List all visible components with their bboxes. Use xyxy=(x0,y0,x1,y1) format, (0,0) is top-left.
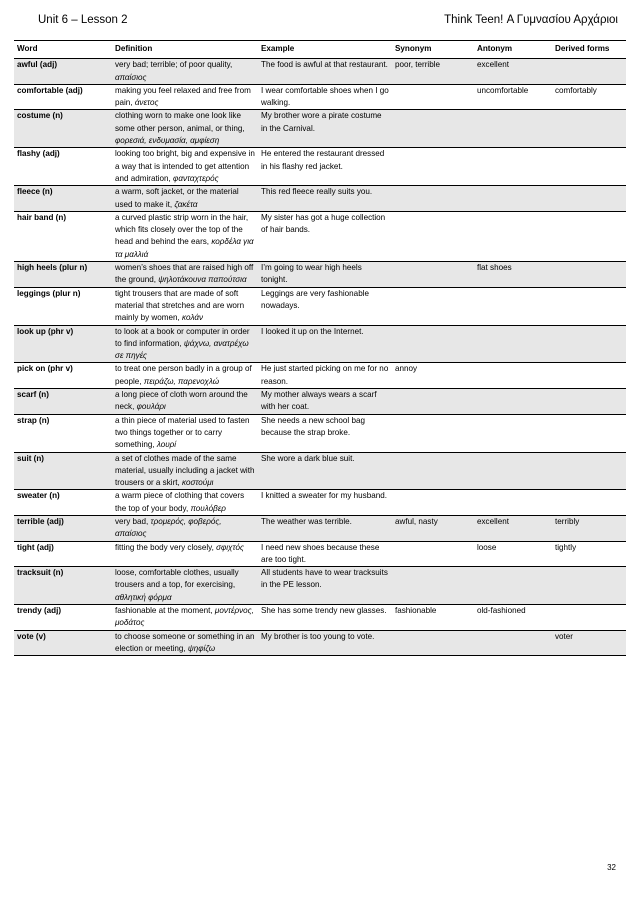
word-cell: look up (phr v) xyxy=(14,325,112,363)
derived-forms-cell xyxy=(552,110,626,148)
synonym-cell xyxy=(392,211,474,261)
synonym-cell xyxy=(392,630,474,656)
derived-forms-cell xyxy=(552,211,626,261)
word-cell: comfortable (adj) xyxy=(14,84,112,110)
antonym-cell: excellent xyxy=(474,59,552,85)
antonym-cell xyxy=(474,148,552,186)
table-row xyxy=(14,452,626,490)
word-cell: costume (n) xyxy=(14,110,112,148)
example-cell: She needs a new school bag because the strap broke. xyxy=(258,414,392,452)
antonym-cell xyxy=(474,186,552,212)
derived-forms-cell: comfortably xyxy=(552,84,626,110)
table-row xyxy=(14,567,626,605)
greek-translation: φανταχτερός xyxy=(173,173,219,183)
table-row xyxy=(14,541,626,567)
example-cell: My brother wore a pirate costume in the Carnival. xyxy=(258,110,392,148)
synonym-cell: fashionable xyxy=(392,605,474,631)
greek-translation: ψηφίζω xyxy=(187,643,216,653)
word-cell: strap (n) xyxy=(14,414,112,452)
table-header-row xyxy=(14,41,626,59)
synonym-cell xyxy=(392,84,474,110)
synonym-cell xyxy=(392,287,474,325)
table-row xyxy=(14,148,626,186)
example-cell: This red fleece really suits you. xyxy=(258,186,392,212)
word-cell: vote (v) xyxy=(14,630,112,656)
book-title: Think Teen! Α Γυμνασίου Αρχάριοι xyxy=(444,14,618,26)
derived-forms-cell xyxy=(552,186,626,212)
antonym-cell xyxy=(474,287,552,325)
definition-text: a curved plastic strip worn in the hair, which fits closely over the top of the head and behind the ears, xyxy=(115,212,249,247)
example-cell: He just started picking on me for no reason. xyxy=(258,363,392,389)
example-cell: I need new shoes because these are too tight. xyxy=(258,541,392,567)
greek-translation: φουλάρι xyxy=(136,402,166,412)
definition-text: fitting the body very closely, xyxy=(115,542,217,552)
derived-forms-cell: terribly xyxy=(552,515,626,541)
example-cell: He entered the restaurant dressed in his flashy red jacket. xyxy=(258,148,392,186)
antonym-cell: excellent xyxy=(474,515,552,541)
example-cell: I’m going to wear high heels tonight. xyxy=(258,262,392,288)
greek-translation: πουλόβερ xyxy=(190,503,226,513)
definition-text: women’s shoes that are raised high off the ground, xyxy=(115,263,254,285)
definition-text: very bad; terrible; of poor quality, xyxy=(115,60,233,70)
definition-text: a warm piece of clothing that covers the top of your body, xyxy=(115,491,245,513)
synonym-cell xyxy=(392,325,474,363)
definition-cell xyxy=(112,287,258,325)
synonym-cell: annoy xyxy=(392,363,474,389)
antonym-cell: old-fashioned xyxy=(474,605,552,631)
table-row xyxy=(14,389,626,415)
synonym-cell xyxy=(392,567,474,605)
derived-forms-cell xyxy=(552,452,626,490)
greek-translation: λουρί xyxy=(156,440,177,450)
column-header-antonym: Antonym xyxy=(474,41,552,59)
definition-text: a long piece of cloth worn around the neck, xyxy=(115,390,248,412)
synonym-cell xyxy=(392,110,474,148)
table-row xyxy=(14,325,626,363)
derived-forms-cell xyxy=(552,389,626,415)
greek-translation: αθλητική φόρμα xyxy=(115,592,172,602)
antonym-cell xyxy=(474,490,552,516)
word-cell: terrible (adj) xyxy=(14,515,112,541)
antonym-cell xyxy=(474,110,552,148)
definition-cell xyxy=(112,490,258,516)
greek-translation: φορεσιά, ενδυμασία, αμφίεση xyxy=(115,136,220,146)
antonym-cell xyxy=(474,414,552,452)
table-row xyxy=(14,84,626,110)
greek-translation: πειράζω, παρενοχλώ xyxy=(143,376,220,386)
antonym-cell xyxy=(474,363,552,389)
definition-text: a set of clothes made of the same material, usually including a jacket with trousers or a skirt, xyxy=(115,453,255,488)
word-cell: hair band (n) xyxy=(14,211,112,261)
synonym-cell: poor, terrible xyxy=(392,59,474,85)
column-header-synonym: Synonym xyxy=(392,41,474,59)
word-cell: tracksuit (n) xyxy=(14,567,112,605)
definition-cell xyxy=(112,515,258,541)
example-cell: Leggings are very fashionable nowadays. xyxy=(258,287,392,325)
synonym-cell xyxy=(392,490,474,516)
antonym-cell: flat shoes xyxy=(474,262,552,288)
table-row xyxy=(14,262,626,288)
synonym-cell xyxy=(392,186,474,212)
unit-lesson-title: Unit 6 – Lesson 2 xyxy=(38,14,128,26)
word-cell: leggings (plur n) xyxy=(14,287,112,325)
word-cell: pick on (phr v) xyxy=(14,363,112,389)
antonym-cell xyxy=(474,567,552,605)
table-row xyxy=(14,59,626,85)
definition-text: clothing worn to make one look like some other person, animal, or thing, xyxy=(115,111,245,133)
greek-translation: απαίσιος xyxy=(115,72,147,82)
derived-forms-cell: tightly xyxy=(552,541,626,567)
definition-cell xyxy=(112,414,258,452)
definition-text: very bad, xyxy=(115,516,151,526)
synonym-cell xyxy=(392,414,474,452)
greek-translation: μοντέρνος, μοδάτος xyxy=(115,606,254,628)
definition-text: a thin piece of material used to fasten two things together or to carry something, xyxy=(115,415,250,450)
greek-translation: ζακέτα xyxy=(174,199,198,209)
table-body xyxy=(14,59,626,656)
definition-cell xyxy=(112,211,258,261)
greek-translation: κοστούμι xyxy=(182,478,214,488)
definition-text: to choose someone or something in an election or meeting, xyxy=(115,631,255,653)
table-row xyxy=(14,414,626,452)
definition-cell xyxy=(112,84,258,110)
table-row xyxy=(14,363,626,389)
definition-cell xyxy=(112,262,258,288)
derived-forms-cell xyxy=(552,605,626,631)
example-cell: She has some trendy new glasses. xyxy=(258,605,392,631)
derived-forms-cell xyxy=(552,490,626,516)
synonym-cell xyxy=(392,541,474,567)
definition-cell xyxy=(112,186,258,212)
definition-text: looking too bright, big and expensive in a way that is intended to get attention and admiration, xyxy=(115,149,255,183)
word-cell: fleece (n) xyxy=(14,186,112,212)
synonym-cell xyxy=(392,262,474,288)
example-cell: She wore a dark blue suit. xyxy=(258,452,392,490)
column-header-example: Example xyxy=(258,41,392,59)
derived-forms-cell xyxy=(552,363,626,389)
derived-forms-cell xyxy=(552,287,626,325)
definition-cell xyxy=(112,567,258,605)
greek-translation: άνετος xyxy=(134,98,159,108)
word-cell: scarf (n) xyxy=(14,389,112,415)
table-row xyxy=(14,110,626,148)
definition-cell xyxy=(112,630,258,656)
derived-forms-cell xyxy=(552,262,626,288)
derived-forms-cell xyxy=(552,567,626,605)
word-cell: high heels (plur n) xyxy=(14,262,112,288)
derived-forms-cell xyxy=(552,148,626,186)
definition-text: tight trousers that are made of soft material that stretches and are worn mainly by women, xyxy=(115,288,245,323)
definition-cell xyxy=(112,541,258,567)
example-cell: The food is awful at that restaurant. xyxy=(258,59,392,85)
greek-translation: τρομερός, φοβερός, απαίσιος xyxy=(115,516,222,539)
derived-forms-cell xyxy=(552,59,626,85)
table-row xyxy=(14,287,626,325)
definition-cell xyxy=(112,389,258,415)
example-cell: I looked it up on the Internet. xyxy=(258,325,392,363)
definition-text: loose, comfortable clothes, usually trousers and a top, for exercising, xyxy=(115,568,239,590)
example-cell: My mother always wears a scarf with her coat. xyxy=(258,389,392,415)
table-row xyxy=(14,605,626,631)
definition-cell xyxy=(112,605,258,631)
antonym-cell xyxy=(474,452,552,490)
example-cell: I knitted a sweater for my husband. xyxy=(258,490,392,516)
table-row xyxy=(14,490,626,516)
definition-text: to treat one person badly in a group of people, xyxy=(115,364,252,386)
definition-cell xyxy=(112,148,258,186)
word-cell: sweater (n) xyxy=(14,490,112,516)
synonym-cell xyxy=(392,148,474,186)
table-row xyxy=(14,211,626,261)
definition-cell xyxy=(112,452,258,490)
column-header-derived-forms: Derived forms xyxy=(552,41,626,59)
definition-cell xyxy=(112,59,258,85)
synonym-cell xyxy=(392,452,474,490)
antonym-cell xyxy=(474,325,552,363)
derived-forms-cell xyxy=(552,325,626,363)
column-header-definition: Definition xyxy=(112,41,258,59)
definition-text: to look at a book or computer in order to find information, xyxy=(115,326,250,348)
antonym-cell xyxy=(474,211,552,261)
definition-cell xyxy=(112,363,258,389)
word-cell: flashy (adj) xyxy=(14,148,112,186)
derived-forms-cell xyxy=(552,414,626,452)
definition-text: a warm, soft jacket, or the material used to make it, xyxy=(115,187,239,209)
greek-translation: σφιχτός xyxy=(216,542,244,552)
vocabulary-table xyxy=(14,40,626,656)
definition-cell xyxy=(112,325,258,363)
table-row xyxy=(14,630,626,656)
antonym-cell: loose xyxy=(474,541,552,567)
definition-cell xyxy=(112,110,258,148)
greek-translation: κολάν xyxy=(182,313,204,323)
antonym-cell xyxy=(474,630,552,656)
greek-translation: κορδέλα για τα μαλλιά xyxy=(115,237,254,259)
example-cell: All students have to wear tracksuits in the PE lesson. xyxy=(258,567,392,605)
example-cell: My sister has got a huge collection of hair bands. xyxy=(258,211,392,261)
word-cell: trendy (adj) xyxy=(14,605,112,631)
definition-text: making you feel relaxed and free from pain, xyxy=(115,85,251,108)
synonym-cell: awful, nasty xyxy=(392,515,474,541)
greek-translation: ψάχνω, ανατρέχω σε πηγές xyxy=(115,338,249,361)
example-cell: My brother is too young to vote. xyxy=(258,630,392,656)
antonym-cell xyxy=(474,389,552,415)
table-row xyxy=(14,186,626,212)
word-cell: awful (adj) xyxy=(14,59,112,85)
antonym-cell: uncomfortable xyxy=(474,84,552,110)
column-header-word: Word xyxy=(14,41,112,59)
greek-translation: ψηλοτάκουνα παπούτσια xyxy=(158,275,247,285)
derived-forms-cell: voter xyxy=(552,630,626,656)
page-number: 32 xyxy=(607,863,616,872)
word-cell: suit (n) xyxy=(14,452,112,490)
example-cell: I wear comfortable shoes when I go walking. xyxy=(258,84,392,110)
table-row xyxy=(14,515,626,541)
word-cell: tight (adj) xyxy=(14,541,112,567)
synonym-cell xyxy=(392,389,474,415)
example-cell: The weather was terrible. xyxy=(258,515,392,541)
definition-text: fashionable at the moment, xyxy=(115,606,215,616)
